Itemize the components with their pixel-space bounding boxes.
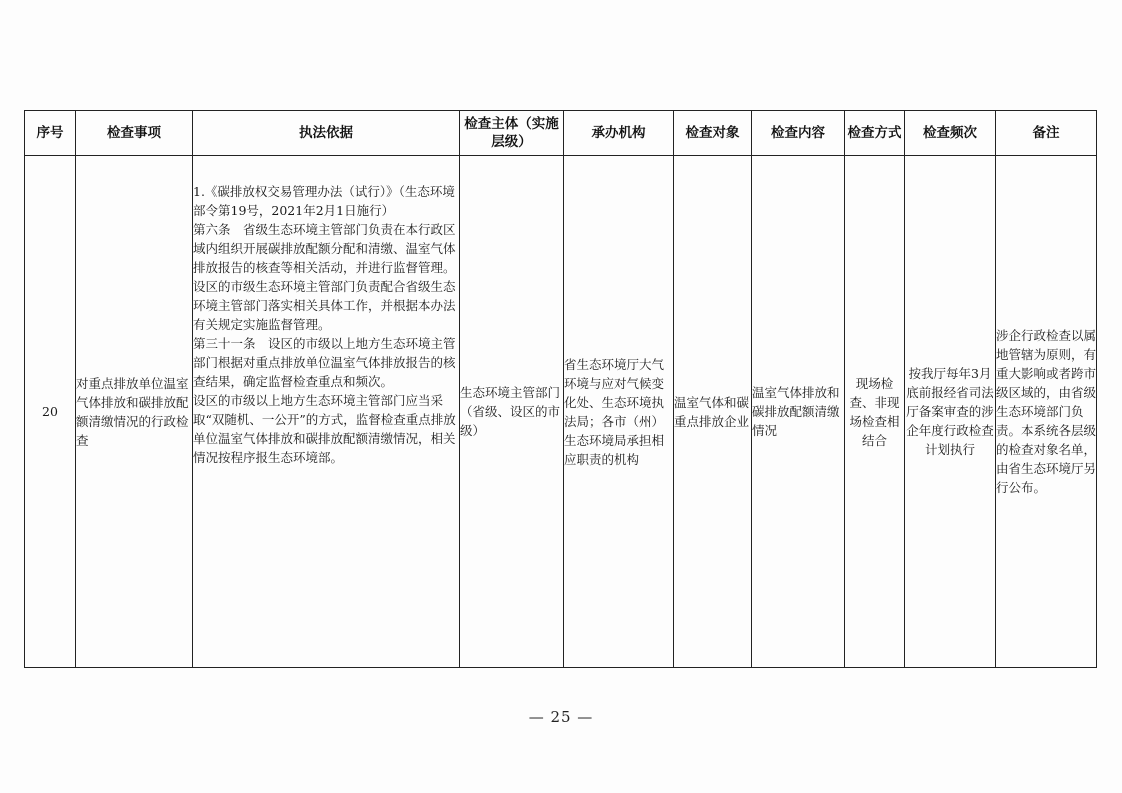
header-remarks: 备注: [996, 111, 1097, 156]
basis-paragraph: 第三十一条 设区的市级以上地方生态环境主管部门根据对重点排放单位温室气体排放报告的核查结果，确定监督检查重点和频次。: [193, 336, 456, 389]
cell-agency: 省生态环境厅大气环境与应对气候变化处、生态环境执法局；各市（州）生态环境局承担相应职责的机构: [564, 156, 674, 668]
cell-basis: [193, 156, 460, 668]
page-number: — 25 —: [528, 708, 594, 726]
cell-subject: 生态环境主管部门（省级、设区的市级）: [460, 156, 564, 668]
header-subject: 检查主体（实施层级）: [460, 111, 564, 156]
header-basis: 执法依据: [193, 111, 460, 156]
header-item: 检查事项: [76, 111, 193, 156]
cell-target: 温室气体和碳重点排放企业: [674, 156, 752, 668]
header-frequency: 检查频次: [905, 111, 996, 156]
cell-frequency: 按我厅每年3月底前报经省司法厅备案审查的涉企年度行政检查计划执行: [905, 156, 996, 668]
basis-paragraph: 1.《碳排放权交易管理办法（试行）》（生态环境部令第19号，2021年2月1日施行）: [193, 184, 455, 218]
basis-paragraph: 设区的市级以上地方生态环境主管部门应当采取“双随机、一公开”的方式，监督检查重点排放单位温室气体排放和碳排放配额清缴情况，相关情况按程序报生态环境部。: [193, 393, 456, 465]
header-serial: 序号: [25, 111, 76, 156]
table-header-row: [25, 111, 1097, 156]
inspection-table: [24, 110, 1097, 668]
cell-content: 温室气体排放和碳排放配额清缴情况: [752, 156, 845, 668]
basis-paragraph: 第六条 省级生态环境主管部门负责在本行政区域内组织开展碳排放配额分配和清缴、温室气体排放报告的核查等相关活动，并进行监督管理。设区的市级生态环境主管部门负责配合省级生态环境主管部门落实相关具体工作，并根据本办法有关规定实施监督管理。: [193, 222, 456, 332]
cell-serial: 20: [25, 156, 76, 668]
cell-item: 对重点排放单位温室气体排放和碳排放配额清缴情况的行政检查: [76, 156, 193, 668]
cell-remarks: 涉企行政检查以属地管辖为原则，有重大影响或者跨市级区域的，由省级生态环境部门负责。本系统各层级的检查对象名单，由省生态环境厅另行公布。: [996, 156, 1097, 668]
cell-method: 现场检查、非现场检查相结合: [845, 156, 905, 668]
header-target: 检查对象: [674, 111, 752, 156]
header-content: 检查内容: [752, 111, 845, 156]
header-method: 检查方式: [845, 111, 905, 156]
table-row: [25, 156, 1097, 668]
header-agency: 承办机构: [564, 111, 674, 156]
